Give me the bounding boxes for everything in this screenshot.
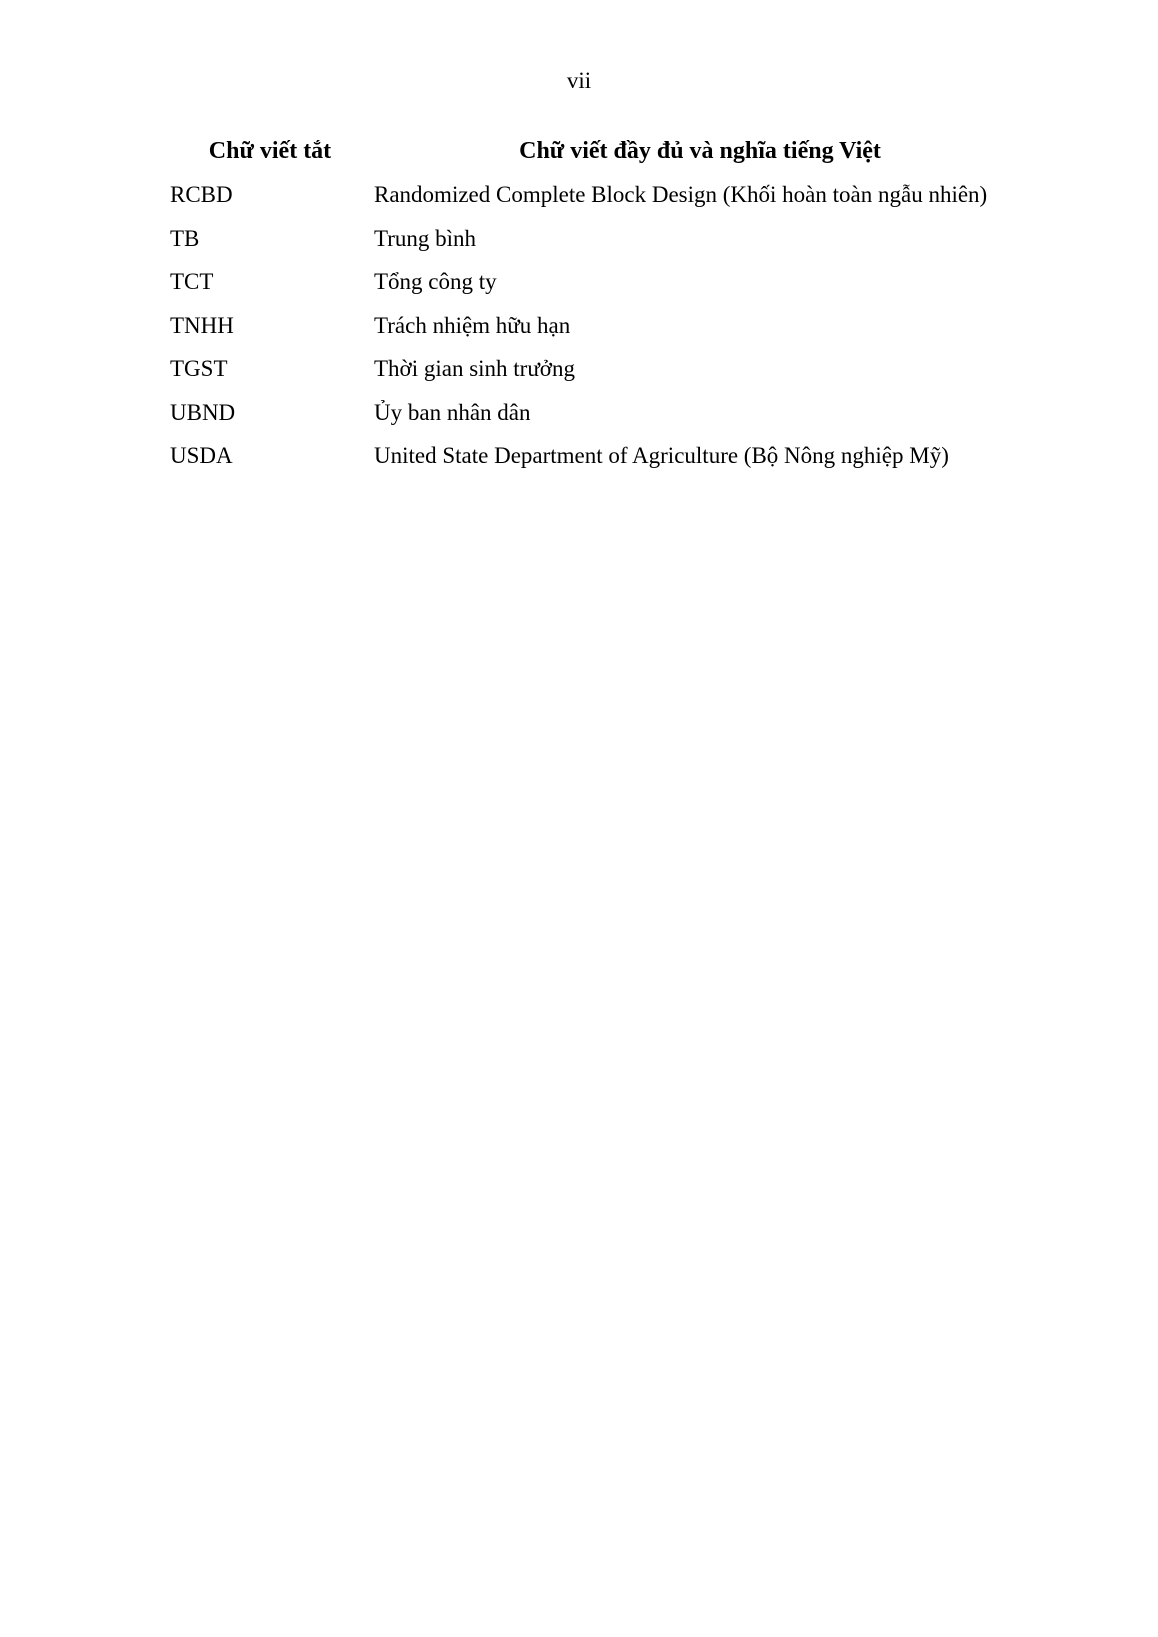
abbreviation-cell: TNHH — [170, 312, 234, 338]
table-row — [170, 391, 1030, 435]
table-row — [170, 173, 1030, 217]
abbreviation-table — [170, 129, 1030, 478]
meaning-cell: Randomized Complete Block Design (Khối hoàn toàn ngẫu nhiên) — [374, 182, 988, 207]
table-row — [170, 304, 1030, 348]
meaning-cell: Ủy ban nhân dân — [374, 399, 531, 425]
abbreviation-cell: TGST — [170, 356, 228, 381]
abbreviation-cell: USDA — [170, 443, 233, 468]
abbreviation-cell: RCBD — [170, 182, 233, 207]
meaning-cell: United State Department of Agriculture (Bộ Nông nghiệp Mỹ) — [374, 443, 949, 468]
abbreviation-cell: TCT — [170, 269, 214, 294]
table-row — [170, 260, 1030, 304]
meaning-cell: Trách nhiệm hữu hạn — [374, 312, 571, 338]
meaning-cell: Thời gian sinh trưởng — [374, 356, 575, 381]
table-row — [170, 217, 1030, 261]
header-full-meaning: Chữ viết đầy đủ và nghĩa tiếng Việt — [519, 138, 881, 164]
meaning-cell: Trung bình — [374, 225, 477, 251]
table-row — [170, 434, 1030, 478]
header-abbreviation: Chữ viết tắt — [208, 138, 332, 164]
abbreviation-cell: TB — [170, 225, 200, 251]
page-number: vii — [566, 68, 592, 93]
meaning-cell: Tổng công ty — [374, 269, 497, 294]
abbreviation-cell: UBND — [170, 399, 236, 425]
table-row — [170, 347, 1030, 391]
table-header — [170, 129, 1030, 173]
